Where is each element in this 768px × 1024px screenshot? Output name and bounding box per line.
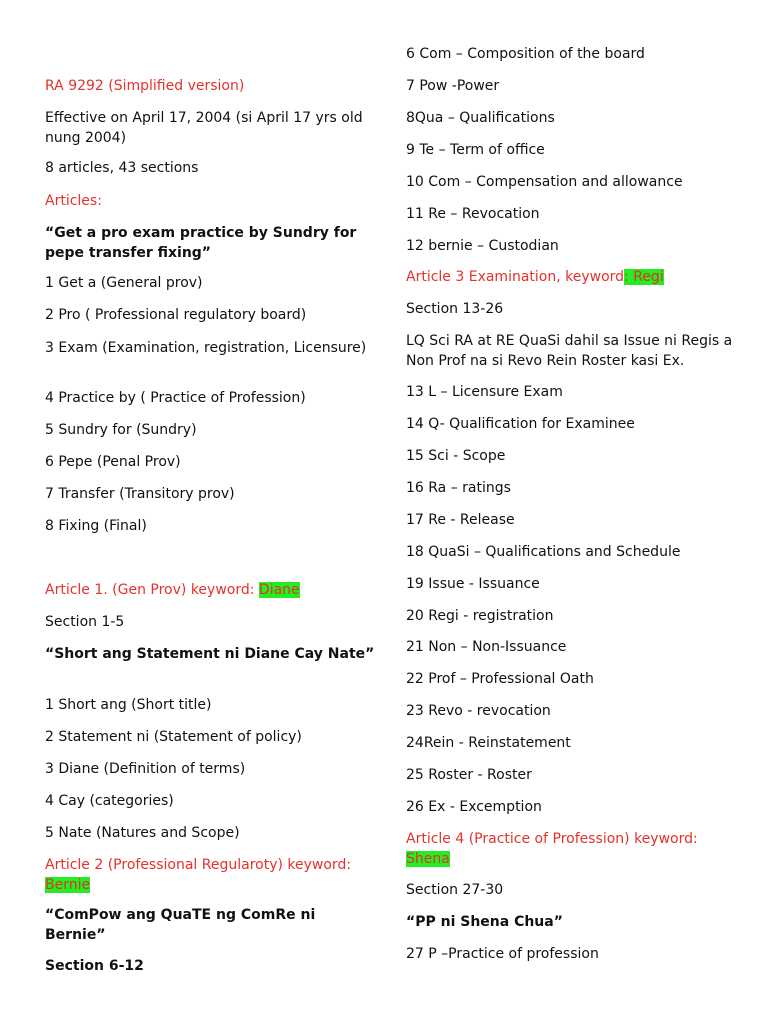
article3-item: 14 Q- Qualification for Examinee <box>406 416 635 432</box>
article3-sections: Section 13-26 <box>406 301 504 317</box>
article-item: 4 Practice by ( Practice of Profession) <box>45 390 306 406</box>
effective-date: Effective on April 17, 2004 (si April 17 yrs old nung 2004) <box>45 110 363 146</box>
article2-sections: Section 6-12 <box>45 958 144 974</box>
article-item: 5 Sundry for (Sundry) <box>45 422 197 438</box>
article2-item: 6 Com – Composition of the board <box>406 46 645 62</box>
article1-item: 4 Cay (categories) <box>45 793 174 809</box>
article3-item: 24Rein - Reinstatement <box>406 735 571 751</box>
article-item: 3 Exam (Examination, registration, Licensure) <box>45 340 367 356</box>
article2-item: 12 bernie – Custodian <box>406 238 559 254</box>
article-item: 1 Get a (General prov) <box>45 275 203 291</box>
article2-mnemonic: “ComPow ang QuaTE ng ComRe ni Bernie” <box>45 907 316 943</box>
article2-item: 7 Pow -Power <box>406 78 500 94</box>
article3-item: 16 Ra – ratings <box>406 480 511 496</box>
document-title: RA 9292 (Simplified version) <box>45 78 245 94</box>
article1-item: 5 Nate (Natures and Scope) <box>45 825 240 841</box>
article4-item: 27 P –Practice of profession <box>406 946 599 962</box>
article1-heading <box>45 580 375 600</box>
article2-heading-text: Article 2 (Professional Regularoty) keyword: <box>45 857 352 873</box>
article3-item: 18 QuaSi – Qualifications and Schedule <box>406 544 681 560</box>
article2-item: 9 Te – Term of office <box>406 142 545 158</box>
article3-mnemonic: LQ Sci RA at RE QuaSi dahil sa Issue ni Regis a Non Prof na si Revo Rein Roster kasi Ex. <box>406 333 733 369</box>
article3-keyword: : Regi <box>624 269 664 285</box>
article1-item: 1 Short ang (Short title) <box>45 697 212 713</box>
article-item: 8 Fixing (Final) <box>45 518 147 534</box>
article3-item: 21 Non – Non-Issuance <box>406 639 567 655</box>
article1-keyword: Diane <box>258 582 300 598</box>
article2-item: 11 Re – Revocation <box>406 206 540 222</box>
article1-sections: Section 1-5 <box>45 614 125 630</box>
article4-heading-text: Article 4 (Practice of Profession) keyword: <box>406 831 698 847</box>
article-item: 6 Pepe (Penal Prov) <box>45 454 181 470</box>
article-item: 2 Pro ( Professional regulatory board) <box>45 307 307 323</box>
article3-item: 13 L – Licensure Exam <box>406 384 563 400</box>
article3-heading <box>406 267 736 287</box>
article4-sections: Section 27-30 <box>406 882 504 898</box>
article1-mnemonic: “Short ang Statement ni Diane Cay Nate” <box>45 646 375 662</box>
article2-keyword: Bernie <box>45 877 91 893</box>
article3-item: 25 Roster - Roster <box>406 767 532 783</box>
article1-item: 3 Diane (Definition of terms) <box>45 761 246 777</box>
articles-mnemonic: “Get a pro exam practice by Sundry for pepe transfer fixing” <box>45 225 357 261</box>
article3-heading-text: Article 3 Examination, keyword <box>406 269 625 285</box>
article4-keyword: Shena <box>406 851 450 867</box>
article1-heading-text: Article 1. (Gen Prov) keyword: <box>45 582 259 598</box>
article3-item: 15 Sci - Scope <box>406 448 506 464</box>
article3-item: 17 Re - Release <box>406 512 515 528</box>
article4-mnemonic: “PP ni Shena Chua” <box>406 914 563 930</box>
article2-item: 8Qua – Qualifications <box>406 110 555 126</box>
article2-heading <box>45 855 375 895</box>
article3-item: 26 Ex - Excemption <box>406 799 542 815</box>
article-item: 7 Transfer (Transitory prov) <box>45 486 235 502</box>
article1-item: 2 Statement ni (Statement of policy) <box>45 729 302 745</box>
article2-item: 10 Com – Compensation and allowance <box>406 174 683 190</box>
article3-item: 20 Regi - registration <box>406 608 554 624</box>
article3-item: 19 Issue - Issuance <box>406 576 540 592</box>
article4-heading <box>406 829 736 869</box>
article3-item: 23 Revo - revocation <box>406 703 551 719</box>
articles-label: Articles: <box>45 193 102 209</box>
article3-item: 22 Prof – Professional Oath <box>406 671 594 687</box>
article-count: 8 articles, 43 sections <box>45 160 199 176</box>
